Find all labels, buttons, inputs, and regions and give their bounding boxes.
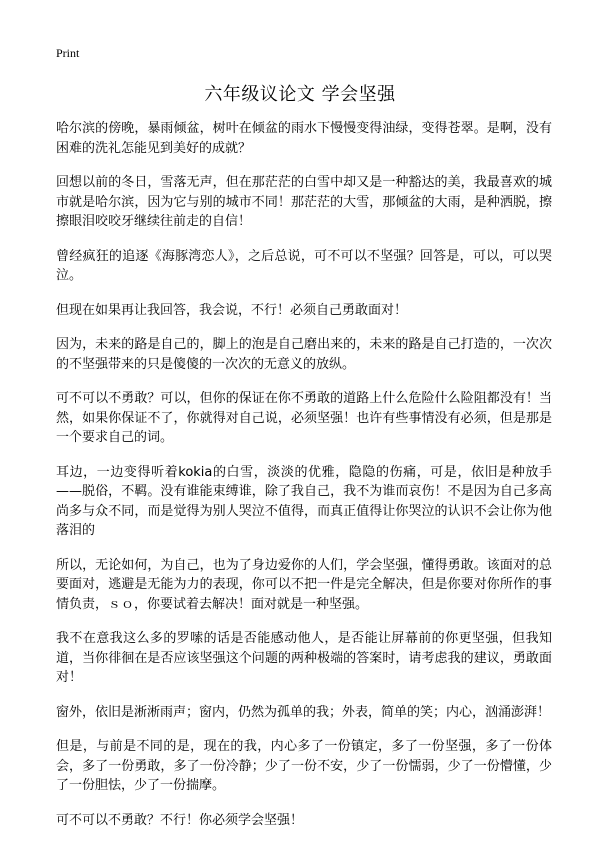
article-paragraph: 曾经疯狂的追逐《海豚湾恋人》，之后总说，可不可以不坚强？回答是，可以，可以哭泣。	[56, 248, 552, 283]
article-body	[56, 119, 552, 845]
article-paragraph: 回想以前的冬日，雪落无声，但在那茫茫的白雪中却又是一种豁达的美，我最喜欢的城市就是哈尔滨，因为它与别的城市不同！那茫茫的大雪，那倾盆的大雨，是种洒脱，擦擦眼泪咬咬牙继续往前走的自信！	[56, 175, 552, 229]
article-paragraph: 但是，与前是不同的是，现在的我，内心多了一份镇定，多了一份坚强，多了一份体会，多了一份勇敢，多了一份冷静；少了一份不安，少了一份懦弱，少了一份懵懂，少了一份胆怯，少了一份揣摩。	[56, 739, 552, 793]
article-paragraph: 窗外，依旧是淅淅雨声；窗内，仍然为孤单的我；外表，简单的笑；内心，汹涌澎湃！	[56, 704, 551, 720]
article-paragraph: 可不可以不勇敢？不行！你必须学会坚强！	[56, 812, 304, 828]
print-link[interactable]: Print	[56, 46, 80, 60]
article-paragraph: 可不可以不勇敢？可以，但你的保证在你不勇敢的道路上什么危险什么险阻都没有！当然，如果你保证不了，你就得对自己说，必须坚强！也许有些事情没有必须，但是那是一个要求自己的词。	[56, 391, 552, 445]
article-paragraph: 所以，无论如何，为自己，也为了身边爱你的人们，学会坚强，懂得勇敢。该面对的总要面对，逃避是无能为力的表现，你可以不把一件是完全解决，但是你要对你所作的事情负责，ｓｏ，你要试着去解决！面对就是一种坚强。	[56, 557, 552, 612]
article-paragraph: 哈尔滨的傍晚，暴雨倾盆，树叶在倾盆的雨水下慢慢变得油绿，变得苍翠。是啊，没有困难的洗礼怎能见到美好的成就？	[56, 121, 552, 156]
article-paragraph: 耳边，一边变得听着kokia的白雪，淡淡的优雅，隐隐的伤痛，可是，依旧是种放手——脱俗，不羁。没有谁能束缚谁，除了我自己，我不为谁而哀伤！不是因为自己多高尚多与众不同，而是觉得为别人哭泣不值得，而真正值得让你哭泣的认识不会让你为他落泪的	[56, 464, 552, 538]
article-paragraph: 我不在意我这么多的罗嗦的话是否能感动他人，是否能让屏幕前的你更坚强，但我知道，当你徘徊在是否应该坚强这个问题的两种极端的答案时，请考虑我的建议，勇敢面对！	[56, 631, 552, 685]
article-paragraph: 但现在如果再让我回答，我会说，不行！必须自己勇敢面对！	[56, 302, 408, 318]
article-title: 六年级议论文 学会坚强	[204, 84, 396, 105]
article-paragraph: 因为，未来的路是自己的，脚上的泡是自己磨出来的，未来的路是自己打造的，一次次的不坚强带来的只是傻傻的一次次的无意义的放纵。	[56, 337, 552, 372]
